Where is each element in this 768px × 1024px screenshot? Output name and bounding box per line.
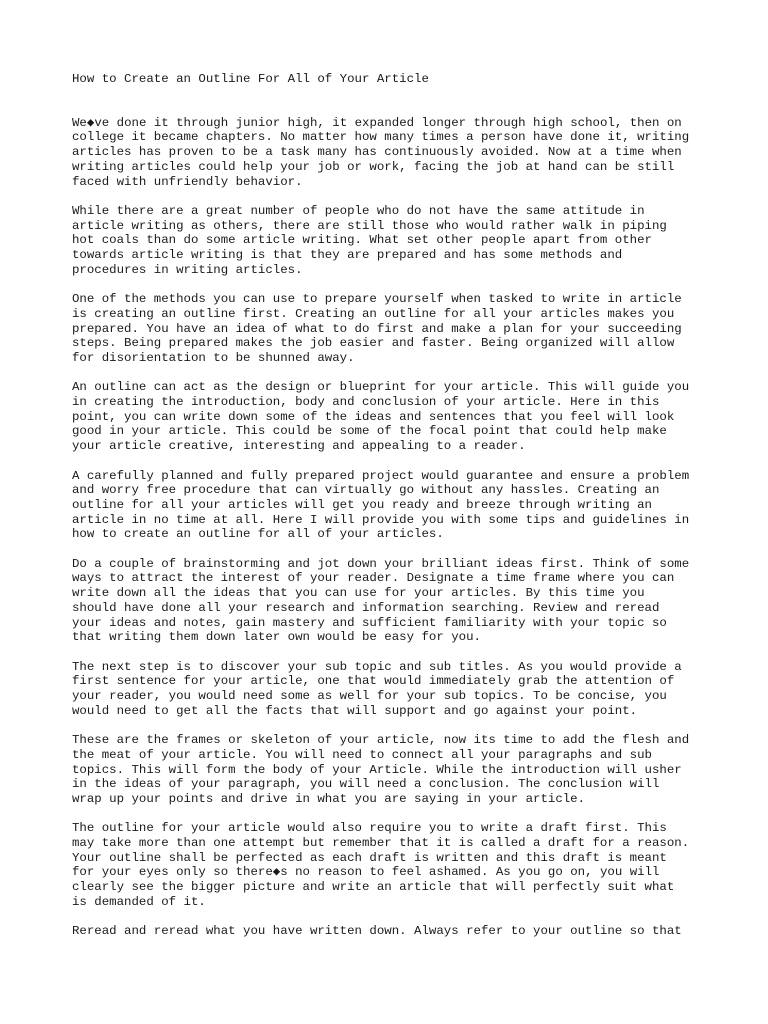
paragraph-2: While there are a great number of people who do not have the same attitude in article writing as others, there are still those who would rather walk in piping hot coals than do some article writing. What set other people apart from other towards article writing is that they are prepared and has some methods and procedures in writing articles.	[72, 203, 667, 277]
paragraph-5: A carefully planned and fully prepared project would guarantee and ensure a problem and worry free procedure that can virtually go without any hassles. Creating an outline for all your articles will get you ready and breeze through writing an article in no time at all. Here I will provide you with some tips and guidelines in how to create an outline for all of your articles.	[72, 468, 690, 542]
paragraph-8: These are the frames or skeleton of your article, now its time to add the flesh and the meat of your article. You will need to connect all your paragraphs and sub topics. This will form the body of your Article. While the introduction will usher in the ideas of your paragraph, you will need a conclusion. The conclusion will wrap up your points and drive in what you are saying in your article.	[72, 733, 690, 806]
document-title: How to Create an Outline For All of Your Article	[72, 72, 429, 86]
paragraph-7: The next step is to discover your sub topic and sub titles. As you would provide a first sentence for your article, one that would immediately grab the attention of your reader, you would need some as well for your sub topics. To be concise, you would need to get all the facts that will support and go against your point.	[72, 659, 682, 718]
paragraph-10: Reread and reread what you have written down. Always refer to your outline so that	[72, 924, 682, 939]
paragraph-1: We◆ve done it through junior high, it expanded longer through high school, then on college it became chapters. No matter how many times a person have done it, writing articles has proven to be a task many has continuously avoided. Now at a time when writing articles could help your job or work, facing the job at hand can be still faced with unfriendly behavior.	[72, 115, 690, 189]
paragraph-6: Do a couple of brainstorming and jot down your brilliant ideas first. Think of some ways to attract the interest of your reader. Designate a time frame where you can write down all the ideas that you can use for your articles. By this time you should have done all your research and information searching. Review and reread your ideas and notes, gain mastery and sufficient familiarity with your topic so that writing them down later own would be easy for you.	[72, 556, 690, 645]
paragraph-4: An outline can act as the design or blueprint for your article. This will guide you in creating the introduction, body and conclusion of your article. Here in this point, you can write down some of the ideas and sentences that you feel will look good in your article. This could be some of the focal point that could help make your article creative, interesting and appealing to a reader.	[72, 380, 690, 454]
paragraph-9: The outline for your article would also require you to write a draft first. This may take more than one attempt but remember that it is called a draft for a reason. Your outline shall be perfected as each draft is written and this draft is meant for your eyes only so there◆s no reason to feel ashamed. As you go on, you will clearly see the bigger picture and write an article that will perfectly suit what is demanded of it.	[72, 821, 690, 909]
document-page	[72, 72, 712, 954]
paragraph-3: One of the methods you can use to prepare yourself when tasked to write in article is creating an outline first. Creating an outline for all your articles makes you prepared. You have an idea of what to do first and make a plan for your succeeding steps. Being prepared makes the job easier and faster. Being organized will allow for disorientation to be shunned away.	[72, 292, 682, 365]
